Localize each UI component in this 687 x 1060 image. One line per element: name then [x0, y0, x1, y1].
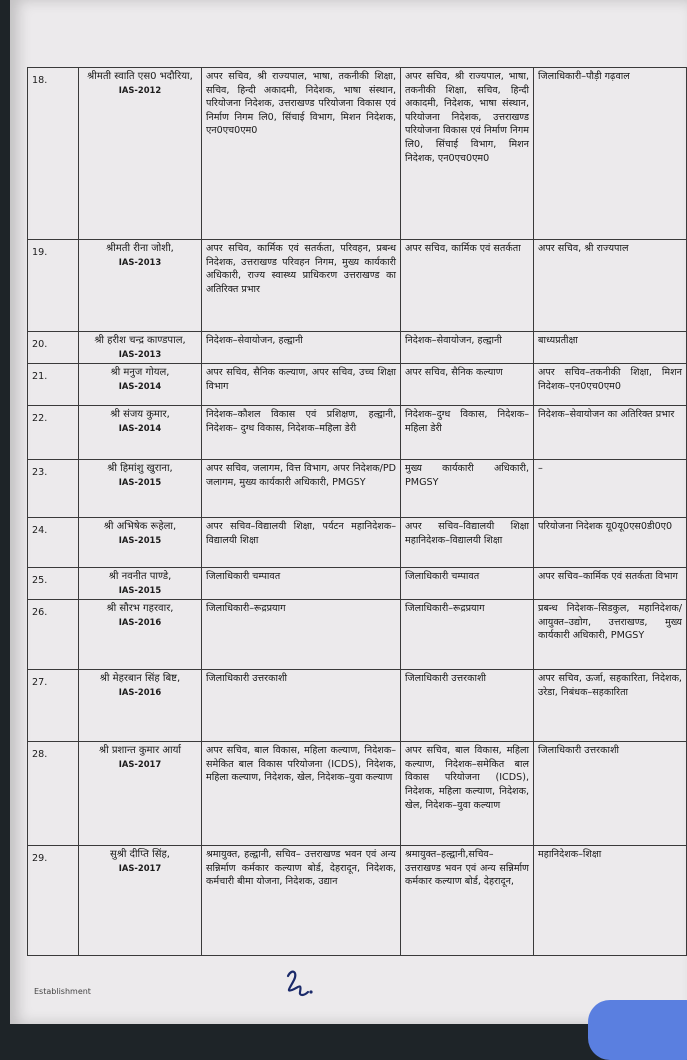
corner-overlay: [588, 1000, 687, 1060]
new-posting: प्रबन्ध निदेशक–सिडकुल, महानिदेशक/आयुक्त–उद्योग, उत्तराखण्ड, मुख्य कार्यकारी अधिकारी, PMGSY: [534, 600, 687, 670]
retained-posting: मुख्य कार्यकारी अधिकारी, PMGSY: [401, 460, 534, 518]
officer-name: सुश्री दीप्ति सिंह,: [110, 849, 170, 861]
officer-cell: [79, 68, 202, 240]
table-row: [28, 600, 687, 670]
retained-posting: निदेशक–सेवायोजन, हल्द्वानी: [401, 332, 534, 364]
officer-name: श्री नवनीत पाण्डे,: [108, 571, 172, 583]
officer-batch: IAS-2014: [118, 381, 162, 392]
document-page: [10, 0, 687, 1024]
serial-number: 27.: [28, 670, 79, 742]
new-posting: अपर सचिव, श्री राज्यपाल: [534, 240, 687, 332]
retained-posting: जिलाधिकारी उत्तरकाशी: [401, 670, 534, 742]
present-posting: निदेशक–कौशल विकास एवं प्रशिक्षण, हल्द्वानी, निदेशक– दुग्ध विकास, निदेशक–महिला डेरी: [202, 406, 401, 460]
new-posting: अपर सचिव, ऊर्जा, सहकारिता, निदेशक, उरेडा, निबंधक–सहकारिता: [534, 670, 687, 742]
new-posting: निदेशक–सेवायोजन का अतिरिक्त प्रभार: [534, 406, 687, 460]
officer-name: श्रीमती स्वाति एस0 भदौरिया,: [87, 71, 193, 82]
table-row: [28, 518, 687, 568]
officer-cell: [79, 670, 202, 742]
officer-batch: IAS-2012: [118, 85, 162, 96]
retained-posting: अपर सचिव–विद्यालयी शिक्षा महानिदेशक–विद्यालयी शिक्षा: [401, 518, 534, 568]
retained-posting: अपर सचिव, बाल विकास, महिला कल्याण, निदेशक–समेकित बाल विकास परियोजना (ICDS), निदेशक, महिला कल्याण, निदेशक, खेल, निदेशक–युवा कल्याण: [401, 742, 534, 846]
new-posting: –: [534, 460, 687, 518]
retained-posting: श्रमायुक्त–हल्द्वानी,सचिव–उत्तराखण्ड भवन एवं अन्य सन्निर्माण कर्मकार कल्याण बोर्ड, देहरादून,: [401, 846, 534, 956]
officer-name: श्री सौरभ गहरवार,: [106, 603, 174, 615]
present-posting: अपर सचिव, जलागम, वित्त विभाग, अपर निदेशक/PD जलागम, मुख्य कार्यकारी अधिकारी, PMGSY: [202, 460, 401, 518]
table-row: [28, 846, 687, 956]
serial-number: 28.: [28, 742, 79, 846]
officer-batch: IAS-2013: [118, 257, 162, 268]
table-row: [28, 68, 687, 240]
serial-number: 22.: [28, 406, 79, 460]
serial-number: 29.: [28, 846, 79, 956]
officer-batch: IAS-2016: [118, 617, 162, 628]
retained-posting: निदेशक–दुग्ध विकास, निदेशक–महिला डेरी: [401, 406, 534, 460]
officer-batch: IAS-2014: [118, 423, 162, 434]
present-posting: अपर सचिव, सैनिक कल्याण, अपर सचिव, उच्च शिक्षा विभाग: [202, 364, 401, 406]
footer-label: Establishment: [34, 987, 91, 996]
serial-number: 18.: [28, 68, 79, 240]
retained-posting: अपर सचिव, श्री राज्यपाल, भाषा, तकनीकी शिक्षा, सचिव, हिन्दी अकादमी, निदेशक, भाषा संस्थान, परियोजना निदेशक, उत्तराखण्ड परियोजना विकास एवं निर्माण निगम लि0, सिंचाई विभाग, मिशन निदेशक, एन0एच0एम0: [401, 68, 534, 240]
retained-posting: जिलाधिकारी–रूद्रप्रयाग: [401, 600, 534, 670]
signature-mark: [278, 962, 318, 1002]
officer-cell: [79, 742, 202, 846]
serial-number: 20.: [28, 332, 79, 364]
officer-cell: [79, 240, 202, 332]
table-row: [28, 240, 687, 332]
present-posting: जिलाधिकारी उत्तरकाशी: [202, 670, 401, 742]
officer-cell: [79, 518, 202, 568]
officer-cell: [79, 568, 202, 600]
officer-name: श्री हिमांशु खुराना,: [107, 463, 173, 475]
officer-batch: IAS-2017: [118, 863, 162, 874]
present-posting: जिलाधिकारी चम्पावत: [202, 568, 401, 600]
serial-number: 23.: [28, 460, 79, 518]
officer-batch: IAS-2015: [118, 585, 162, 596]
present-posting: निदेशक–सेवायोजन, हल्द्वानी: [202, 332, 401, 364]
table-row: [28, 406, 687, 460]
table-row: [28, 332, 687, 364]
new-posting: महानिदेशक–शिक्षा: [534, 846, 687, 956]
officer-batch: IAS-2015: [118, 535, 162, 546]
officer-name: श्री मनुज गोयल,: [110, 367, 170, 379]
present-posting: अपर सचिव, श्री राज्यपाल, भाषा, तकनीकी शिक्षा, सचिव, हिन्दी अकादमी, निदेशक, भाषा संस्थान, परियोजना निदेशक, उत्तराखण्ड परियोजना विकास एवं निर्माण निगम लि0, सिंचाई विभाग, मिशन निदेशक, एन0एच0एम0: [202, 68, 401, 240]
table-row: [28, 364, 687, 406]
officer-transfer-table: [27, 67, 687, 956]
table-row: [28, 670, 687, 742]
retained-posting: जिलाधिकारी चम्पावत: [401, 568, 534, 600]
officer-cell: [79, 460, 202, 518]
retained-posting: अपर सचिव, कार्मिक एवं सतर्कता: [401, 240, 534, 332]
serial-number: 24.: [28, 518, 79, 568]
present-posting: अपर सचिव–विद्यालयी शिक्षा, पर्यटन महानिदेशक– विद्यालयी शिक्षा: [202, 518, 401, 568]
officer-name: श्री मेहरबान सिंह बिष्ट,: [99, 673, 181, 685]
officer-cell: [79, 600, 202, 670]
retained-posting: अपर सचिव, सैनिक कल्याण: [401, 364, 534, 406]
officer-batch: IAS-2017: [118, 759, 162, 770]
officer-name: श्री अभिषेक रूहेला,: [103, 521, 177, 533]
officer-name: श्री प्रशान्त कुमार आर्या: [98, 745, 182, 757]
table-row: [28, 742, 687, 846]
officer-batch: IAS-2013: [118, 349, 162, 360]
serial-number: 25.: [28, 568, 79, 600]
officer-cell: [79, 846, 202, 956]
present-posting: अपर सचिव, कार्मिक एवं सतर्कता, परिवहन, प्रबन्ध निदेशक, उत्तराखण्ड परिवहन निगम, मुख्य कार्यकारी अधिकारी, राज्य स्वास्थ्य प्राधिकरण उत्तराखण्ड का अतिरिक्त प्रभार: [202, 240, 401, 332]
present-posting: अपर सचिव, बाल विकास, महिला कल्याण, निदेशक– समेकित बाल विकास परियोजना (ICDS), निदेशक, महिला कल्याण, निदेशक, खेल, निदेशक–युवा कल्याण: [202, 742, 401, 846]
serial-number: 21.: [28, 364, 79, 406]
table-row: [28, 460, 687, 518]
new-posting: बाध्यप्रतीक्षा: [534, 332, 687, 364]
new-posting: अपर सचिव–कार्मिक एवं सतर्कता विभाग: [534, 568, 687, 600]
serial-number: 26.: [28, 600, 79, 670]
new-posting: जिलाधिकारी–पौड़ी गढ़वाल: [534, 68, 687, 240]
officer-batch: IAS-2015: [118, 477, 162, 488]
serial-number: 19.: [28, 240, 79, 332]
officer-cell: [79, 406, 202, 460]
present-posting: श्रमायुक्त, हल्द्वानी, सचिव– उत्तराखण्ड भवन एवं अन्य सन्निर्माण कर्मकार कल्याण बोर्ड, देहरादून, निदेशक, कर्मचारी बीमा योजना, निदेशक, उद्यान: [202, 846, 401, 956]
new-posting: जिलाधिकारी उत्तरकाशी: [534, 742, 687, 846]
officer-name: श्रीमती रीना जोशी,: [106, 243, 174, 254]
officer-name: श्री हरीश चन्द्र काण्डपाल,: [94, 335, 186, 346]
present-posting: जिलाधिकारी–रूद्रप्रयाग: [202, 600, 401, 670]
officer-batch: IAS-2016: [118, 687, 162, 698]
officer-cell: [79, 332, 202, 364]
new-posting: परियोजना निदेशक यू0यू0एस0डी0ए0: [534, 518, 687, 568]
officer-name: श्री संजय कुमार,: [110, 409, 170, 421]
new-posting: अपर सचिव–तकनीकी शिक्षा, मिशन निदेशक–एन0एच0एम0: [534, 364, 687, 406]
table-row: [28, 568, 687, 600]
officer-cell: [79, 364, 202, 406]
